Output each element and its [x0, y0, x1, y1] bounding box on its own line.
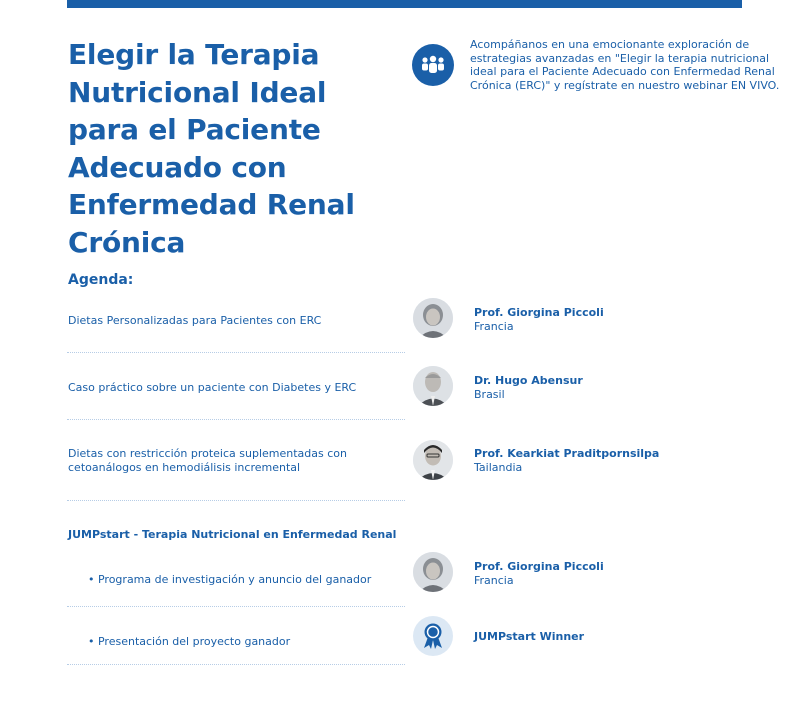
- agenda-divider: [67, 352, 405, 353]
- intro-description: Acompáñanos en una emocionante exploración de estrategias avanzadas en "Elegir la terapia nutricional ideal para el Paciente Adecuado con Enfermedad Renal Crónica (ERC)" y regístrate en nuestro webinar EN VIVO.: [470, 38, 780, 92]
- speaker-name-5: JUMPstart Winner: [474, 630, 585, 643]
- agenda-divider: [67, 419, 405, 420]
- jumpstart-topic-1: • Programa de investigación y anuncio del ganador: [88, 573, 372, 586]
- page-title: Elegir la Terapia Nutricional Ideal para el Paciente Adecuado con Enfermedad Renal Crónica: [68, 38, 355, 259]
- jumpstart-topic-2: • Presentación del proyecto ganador: [88, 635, 291, 648]
- speaker-country-4: Francia: [474, 574, 514, 587]
- speaker-name-3: Prof. Kearkiat Praditpornsilpa: [474, 447, 660, 460]
- award-ribbon-icon: [413, 616, 453, 656]
- speaker-name-2: Dr. Hugo Abensur: [474, 374, 583, 387]
- agenda-divider: [67, 500, 405, 501]
- agenda-heading: Agenda:: [68, 272, 134, 288]
- people-group-icon: [412, 44, 454, 86]
- speaker-avatar-abensur: [413, 366, 453, 406]
- speaker-name-4: Prof. Giorgina Piccoli: [474, 560, 604, 573]
- agenda-divider: [67, 606, 405, 607]
- agenda-divider: [67, 664, 405, 665]
- speaker-avatar-piccoli: [413, 298, 453, 338]
- speaker-country-1: Francia: [474, 320, 514, 333]
- agenda-topic-1: Dietas Personalizadas para Pacientes con ERC: [68, 314, 322, 327]
- speaker-avatar-piccoli: [413, 552, 453, 592]
- top-accent-bar: [67, 0, 742, 8]
- jumpstart-section-title: JUMPstart - Terapia Nutricional en Enfermedad Renal: [68, 528, 397, 541]
- speaker-country-2: Brasil: [474, 388, 505, 401]
- speaker-avatar-praditpornsilpa: [413, 440, 453, 480]
- speaker-country-3: Tailandia: [474, 461, 523, 474]
- agenda-topic-3: Dietas con restricción proteica suplementadas con cetoanálogos en hemodiálisis incremental: [68, 447, 347, 474]
- speaker-name-1: Prof. Giorgina Piccoli: [474, 306, 604, 319]
- agenda-topic-2: Caso práctico sobre un paciente con Diabetes y ERC: [68, 381, 357, 394]
